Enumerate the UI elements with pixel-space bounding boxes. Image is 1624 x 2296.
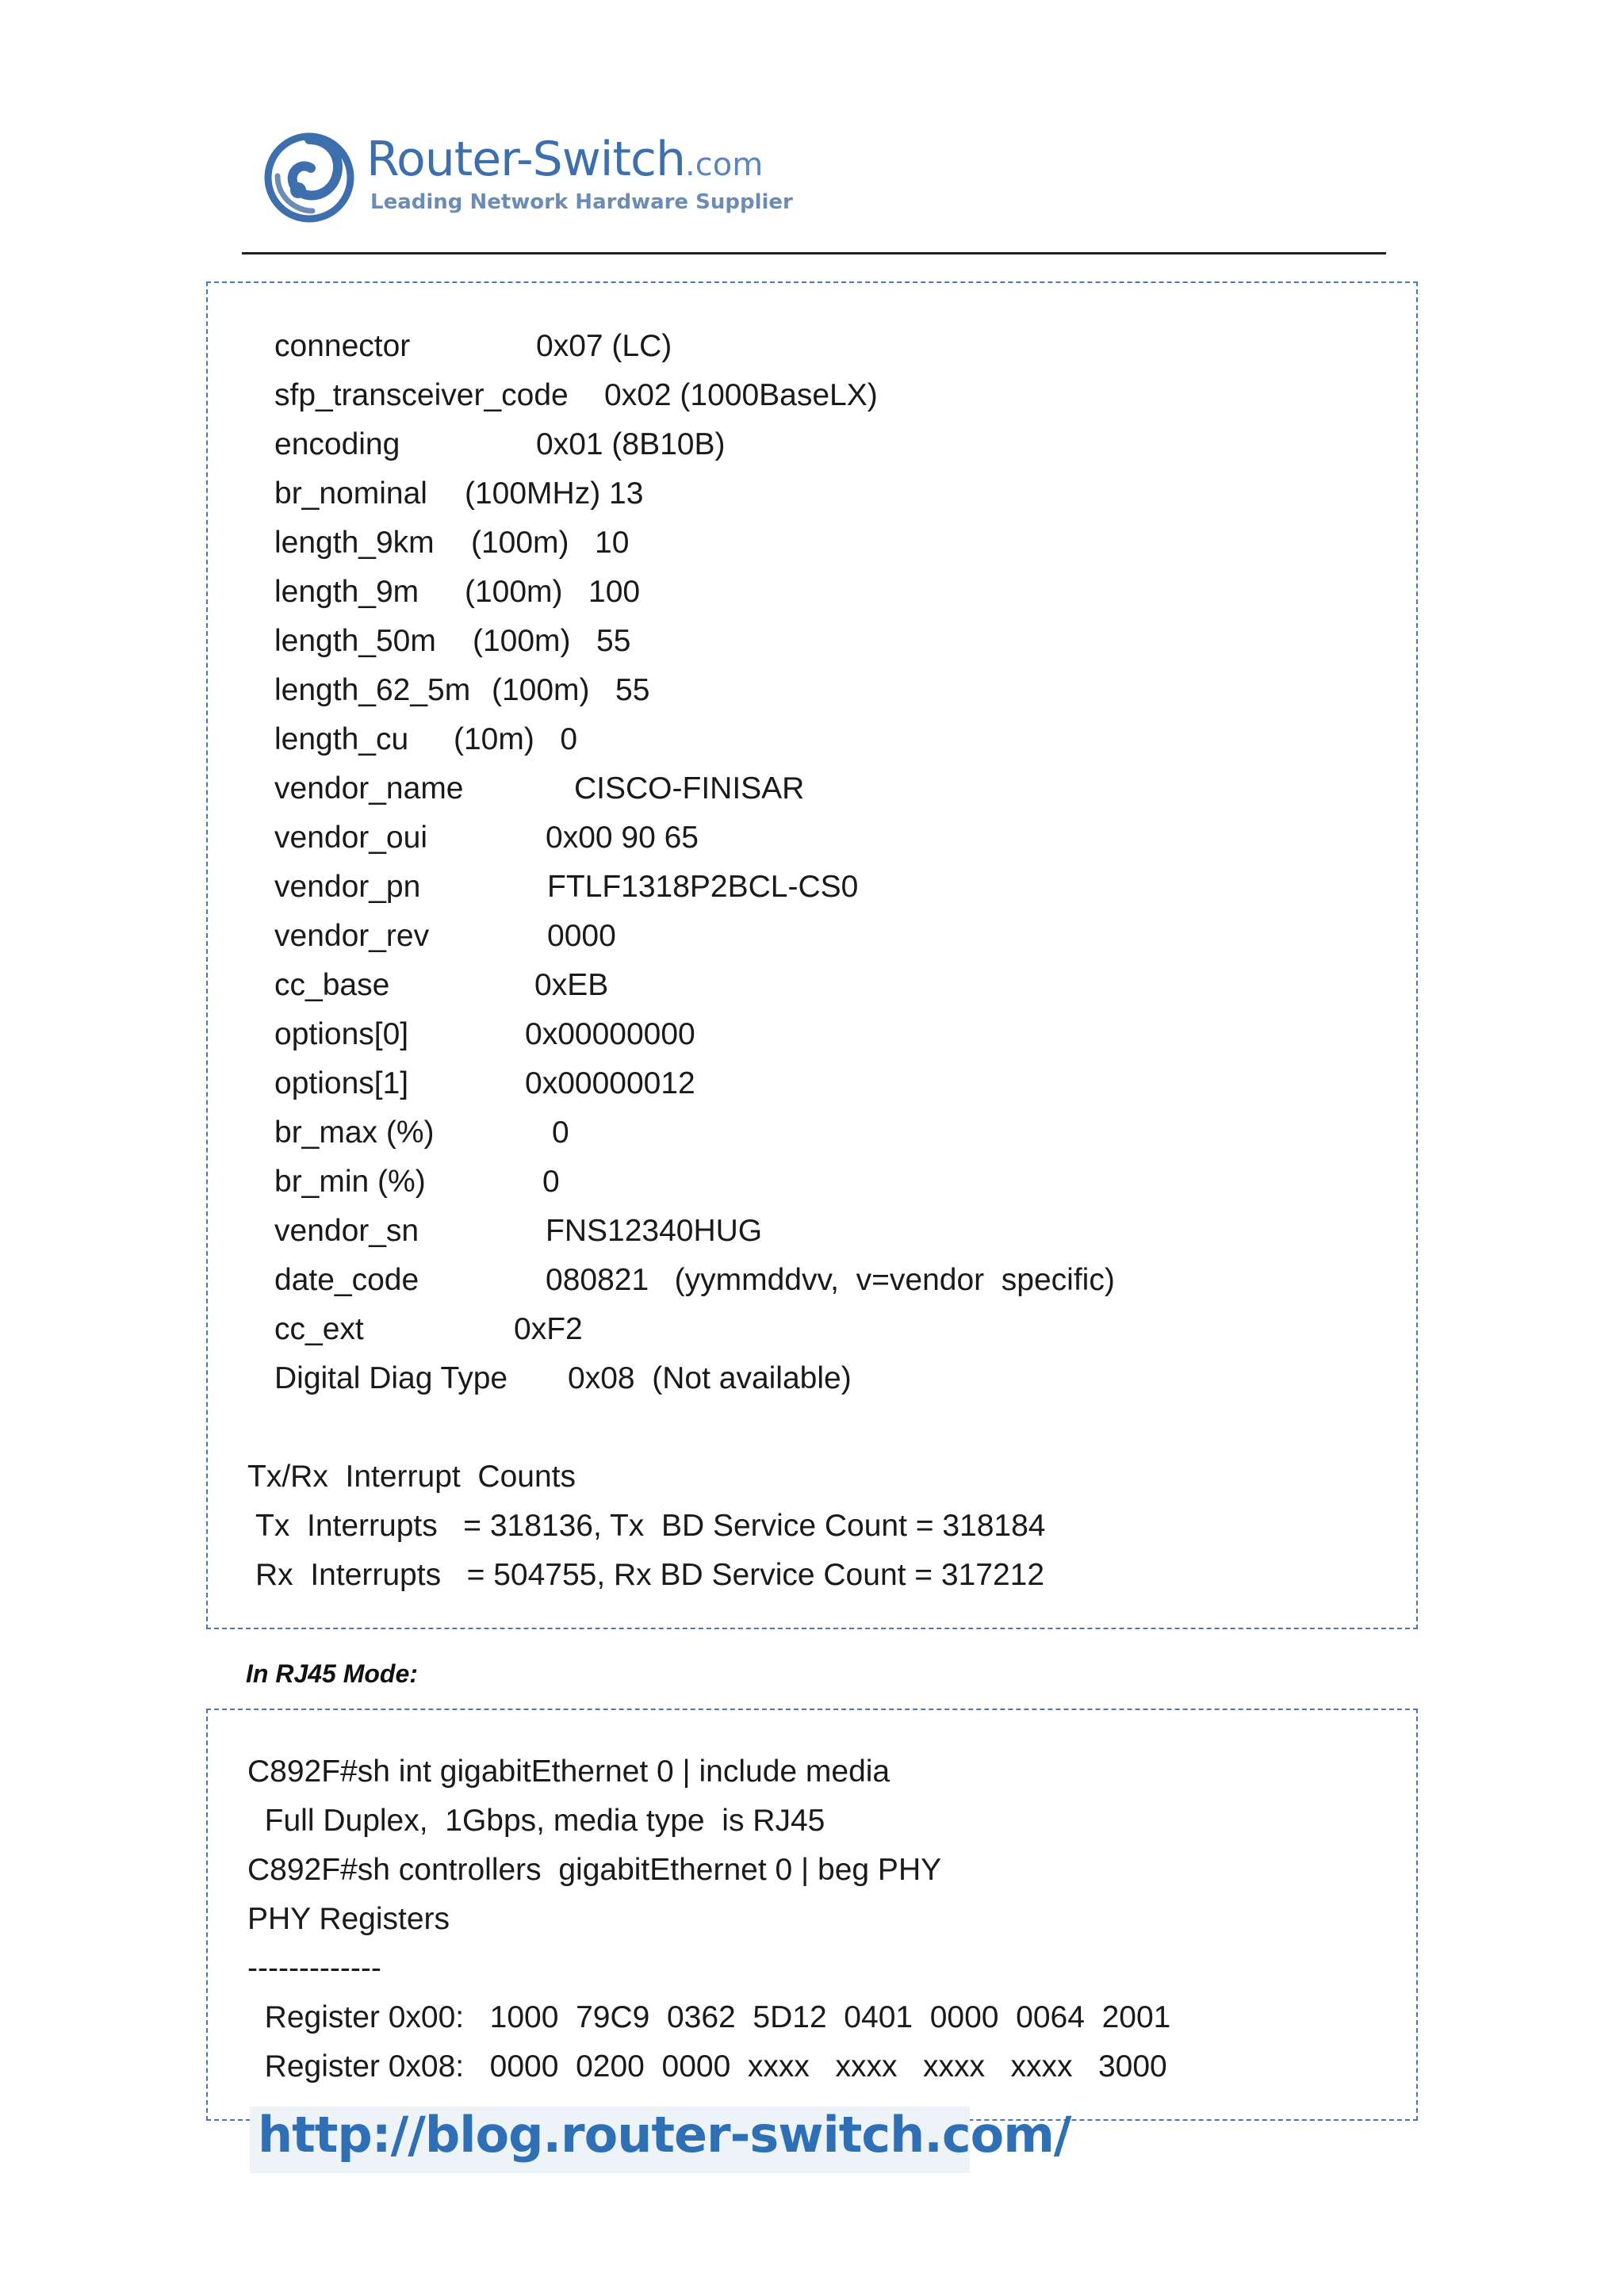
row-key: vendor_pn bbox=[274, 870, 421, 904]
row-value: FTLF1318P2BCL-CS0 bbox=[547, 870, 859, 904]
row-value: FNS12340HUG bbox=[546, 1214, 763, 1248]
row-key: date_code bbox=[274, 1263, 419, 1297]
cli-line: C892F#sh int gigabitEthernet 0 | include media bbox=[247, 1755, 891, 1789]
interrupts-title: Tx/Rx Interrupt Counts bbox=[247, 1460, 576, 1494]
brand-suffix: .com bbox=[685, 147, 764, 183]
rj45-mode-heading: In RJ45 Mode: bbox=[246, 1659, 418, 1688]
brand-name bbox=[366, 132, 763, 187]
cli-line: Register 0x00: 1000 79C9 0362 5D12 0401 0000 0064 2001 bbox=[247, 2000, 1171, 2034]
row-key: br_nominal bbox=[274, 476, 427, 511]
row-key: length_9m bbox=[274, 575, 419, 609]
row-key: vendor_name bbox=[274, 771, 464, 806]
row-key: connector bbox=[274, 329, 411, 363]
row-value: (100m) 100 bbox=[465, 575, 641, 609]
row-key: encoding bbox=[274, 427, 400, 461]
cli-line: PHY Registers bbox=[247, 1902, 450, 1936]
row-value: 0xF2 bbox=[514, 1312, 583, 1346]
row-value: (100m) 10 bbox=[471, 526, 630, 560]
row-value: 080821 (yymmddvv, v=vendor specific) bbox=[546, 1263, 1115, 1297]
row-value: 0x00 90 65 bbox=[546, 821, 699, 855]
row-key: cc_base bbox=[274, 968, 390, 1002]
row-value: 0 bbox=[552, 1115, 569, 1150]
row-value: (100MHz) 13 bbox=[465, 476, 644, 511]
footer-url-link[interactable]: http://blog.router-switch.com/ bbox=[258, 2106, 1071, 2164]
row-value: (10m) 0 bbox=[454, 722, 578, 756]
row-value: 0x00000012 bbox=[525, 1066, 695, 1100]
row-key: br_max (%) bbox=[274, 1115, 435, 1150]
row-value: 0x08 (Not available) bbox=[568, 1361, 852, 1395]
cli-line: C892F#sh controllers gigabitEthernet 0 | beg PHY bbox=[247, 1853, 942, 1887]
row-value: (100m) 55 bbox=[492, 673, 650, 707]
row-key: Digital Diag Type bbox=[274, 1361, 508, 1395]
row-key: br_min (%) bbox=[274, 1165, 426, 1199]
row-value: 0x00000000 bbox=[525, 1017, 695, 1051]
row-key: options[1] bbox=[274, 1066, 409, 1100]
row-key: cc_ext bbox=[274, 1312, 364, 1346]
row-key: vendor_sn bbox=[274, 1214, 419, 1248]
brand-logo bbox=[262, 128, 793, 224]
row-value: 0x07 (LC) bbox=[536, 329, 672, 363]
row-key: sfp_transceiver_code bbox=[274, 378, 569, 412]
row-value: 0x01 (8B10B) bbox=[536, 427, 726, 461]
row-value: 0x02 (1000BaseLX) bbox=[604, 378, 878, 412]
rx-interrupts-line: Rx Interrupts = 504755, Rx BD Service Count = 317212 bbox=[255, 1558, 1045, 1592]
row-key: vendor_oui bbox=[274, 821, 427, 855]
rj45-output-box bbox=[206, 1709, 1418, 2121]
row-key: length_50m bbox=[274, 624, 436, 658]
cli-line: Register 0x08: 0000 0200 0000 xxxx xxxx xxxx xxxx 3000 bbox=[247, 2049, 1167, 2084]
header-divider bbox=[242, 252, 1386, 254]
row-key: length_9km bbox=[274, 526, 435, 560]
row-value: (100m) 55 bbox=[473, 624, 631, 658]
brand-tagline: Leading Network Hardware Supplier bbox=[370, 190, 793, 214]
row-value: 0 bbox=[542, 1165, 560, 1199]
cli-line: ------------- bbox=[247, 1951, 381, 1985]
cli-line: Full Duplex, 1Gbps, media type is RJ45 bbox=[247, 1804, 825, 1838]
tx-interrupts-line: Tx Interrupts = 318136, Tx BD Service Count = 318184 bbox=[255, 1509, 1046, 1543]
row-key: length_cu bbox=[274, 722, 409, 756]
row-value: 0xEB bbox=[534, 968, 609, 1002]
row-key: length_62_5m bbox=[274, 673, 471, 707]
row-key: vendor_rev bbox=[274, 919, 430, 953]
router-switch-logo-icon bbox=[262, 128, 357, 224]
sfp-info-box bbox=[206, 281, 1418, 1629]
row-value: 0000 bbox=[547, 919, 616, 953]
row-value: CISCO-FINISAR bbox=[574, 771, 805, 806]
row-key: options[0] bbox=[274, 1017, 409, 1051]
brand-name-text: Router-Switch bbox=[366, 132, 686, 187]
